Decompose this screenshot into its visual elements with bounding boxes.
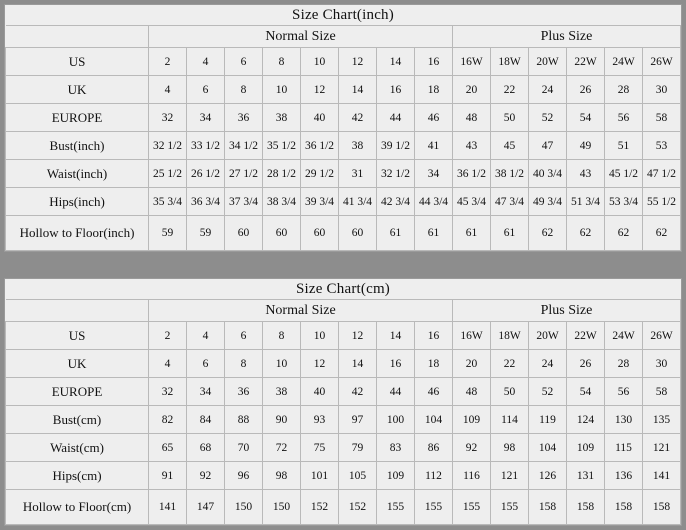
cell: 158 (605, 490, 643, 525)
cell: 46 (415, 378, 453, 406)
group-normal-size: Normal Size (149, 26, 453, 48)
row-label: Bust(cm) (6, 406, 149, 434)
group-row-spacer (6, 26, 149, 48)
cell: 16 (415, 48, 453, 76)
cell: 16 (377, 76, 415, 104)
cell: 6 (187, 76, 225, 104)
cell: 52 (529, 378, 567, 406)
cell: 65 (149, 434, 187, 462)
cell: 62 (567, 216, 605, 251)
cell: 83 (377, 434, 415, 462)
cell: 20 (453, 350, 491, 378)
cell: 155 (415, 490, 453, 525)
cell: 43 (453, 132, 491, 160)
cell: 86 (415, 434, 453, 462)
cell: 75 (301, 434, 339, 462)
row-label: UK (6, 76, 149, 104)
cell: 37 3/4 (225, 188, 263, 216)
cell: 70 (225, 434, 263, 462)
cell: 2 (149, 322, 187, 350)
cell: 131 (567, 462, 605, 490)
cell: 124 (567, 406, 605, 434)
cell: 155 (491, 490, 529, 525)
cell: 158 (567, 490, 605, 525)
cell: 59 (149, 216, 187, 251)
cell: 100 (377, 406, 415, 434)
cell: 60 (301, 216, 339, 251)
cell: 158 (529, 490, 567, 525)
table-row (6, 378, 681, 406)
row-label: UK (6, 350, 149, 378)
cell: 98 (491, 434, 529, 462)
group-plus-size: Plus Size (453, 300, 681, 322)
cell: 12 (301, 350, 339, 378)
cell: 34 1/2 (225, 132, 263, 160)
cell: 8 (263, 322, 301, 350)
cell: 121 (491, 462, 529, 490)
cell: 18 (415, 76, 453, 104)
cell: 14 (377, 48, 415, 76)
cell: 60 (263, 216, 301, 251)
row-label: Hollow to Floor(inch) (6, 216, 149, 251)
title-row (6, 5, 681, 26)
cell: 32 (149, 378, 187, 406)
cell: 61 (415, 216, 453, 251)
cell: 96 (225, 462, 263, 490)
row-label: Hollow to Floor(cm) (6, 490, 149, 525)
cell: 4 (149, 350, 187, 378)
cell: 18W (491, 322, 529, 350)
cell: 45 3/4 (453, 188, 491, 216)
cell: 4 (149, 76, 187, 104)
cell: 105 (339, 462, 377, 490)
row-label: EUROPE (6, 104, 149, 132)
cell: 18W (491, 48, 529, 76)
cell: 62 (605, 216, 643, 251)
cell: 38 3/4 (263, 188, 301, 216)
cell: 72 (263, 434, 301, 462)
cell: 32 (149, 104, 187, 132)
cell: 54 (567, 104, 605, 132)
cell: 58 (643, 104, 681, 132)
cell: 34 (187, 104, 225, 132)
cell: 141 (643, 462, 681, 490)
group-row (6, 26, 681, 48)
cell: 6 (187, 350, 225, 378)
cell: 35 1/2 (263, 132, 301, 160)
table-row (6, 216, 681, 251)
cell: 42 3/4 (377, 188, 415, 216)
group-normal-size: Normal Size (149, 300, 453, 322)
cell: 56 (605, 378, 643, 406)
cell: 16W (453, 48, 491, 76)
cell: 62 (529, 216, 567, 251)
cell: 79 (339, 434, 377, 462)
cell: 38 (339, 132, 377, 160)
cell: 130 (605, 406, 643, 434)
cell: 22W (567, 48, 605, 76)
cell: 27 1/2 (225, 160, 263, 188)
cell: 18 (415, 350, 453, 378)
group-row (6, 300, 681, 322)
group-row-spacer (6, 300, 149, 322)
cell: 4 (187, 322, 225, 350)
cell: 12 (301, 76, 339, 104)
cell: 88 (225, 406, 263, 434)
cell: 14 (339, 350, 377, 378)
cell: 150 (263, 490, 301, 525)
cell: 54 (567, 378, 605, 406)
cell: 20W (529, 48, 567, 76)
table-row (6, 462, 681, 490)
title-row (6, 279, 681, 300)
cell: 28 (605, 350, 643, 378)
table-row (6, 434, 681, 462)
size-chart-cm-body (6, 279, 681, 525)
cell: 51 3/4 (567, 188, 605, 216)
cell: 47 3/4 (491, 188, 529, 216)
cell: 14 (377, 322, 415, 350)
cell: 38 (263, 378, 301, 406)
size-chart-inch-table (5, 5, 681, 251)
row-label: EUROPE (6, 378, 149, 406)
table-row (6, 160, 681, 188)
row-label: Waist(cm) (6, 434, 149, 462)
cell: 114 (491, 406, 529, 434)
table-row (6, 406, 681, 434)
cell: 109 (377, 462, 415, 490)
cell: 150 (225, 490, 263, 525)
cell: 60 (225, 216, 263, 251)
cell: 10 (263, 350, 301, 378)
cell: 155 (377, 490, 415, 525)
cell: 93 (301, 406, 339, 434)
cell: 36 1/2 (301, 132, 339, 160)
cell: 30 (643, 76, 681, 104)
cell: 45 1/2 (605, 160, 643, 188)
cell: 41 3/4 (339, 188, 377, 216)
cell: 46 (415, 104, 453, 132)
cell: 155 (453, 490, 491, 525)
cell: 22W (567, 322, 605, 350)
cell: 136 (605, 462, 643, 490)
cell: 24W (605, 322, 643, 350)
cell: 116 (453, 462, 491, 490)
cell: 26W (643, 322, 681, 350)
table-row (6, 188, 681, 216)
cell: 50 (491, 104, 529, 132)
cell: 92 (453, 434, 491, 462)
cell: 25 1/2 (149, 160, 187, 188)
cell: 49 3/4 (529, 188, 567, 216)
cell: 52 (529, 104, 567, 132)
cell: 22 (491, 350, 529, 378)
cell: 152 (339, 490, 377, 525)
cell: 126 (529, 462, 567, 490)
cell: 28 1/2 (263, 160, 301, 188)
cell: 101 (301, 462, 339, 490)
cell: 53 3/4 (605, 188, 643, 216)
cell: 41 (415, 132, 453, 160)
cell: 47 1/2 (643, 160, 681, 188)
cell: 50 (491, 378, 529, 406)
cell: 90 (263, 406, 301, 434)
table-row (6, 490, 681, 525)
cell: 121 (643, 434, 681, 462)
cell: 43 (567, 160, 605, 188)
cell: 44 (377, 378, 415, 406)
table-row (6, 76, 681, 104)
cell: 44 3/4 (415, 188, 453, 216)
cell: 141 (149, 490, 187, 525)
cell: 39 1/2 (377, 132, 415, 160)
cell: 47 (529, 132, 567, 160)
cell: 158 (643, 490, 681, 525)
cell: 36 (225, 378, 263, 406)
cell: 62 (643, 216, 681, 251)
cell: 58 (643, 378, 681, 406)
cell: 14 (339, 76, 377, 104)
cell: 48 (453, 378, 491, 406)
row-label: Hips(inch) (6, 188, 149, 216)
cell: 61 (491, 216, 529, 251)
row-label: US (6, 322, 149, 350)
cell: 10 (301, 322, 339, 350)
cell: 33 1/2 (187, 132, 225, 160)
size-chart-cm (4, 278, 682, 526)
cell: 92 (187, 462, 225, 490)
cell: 22 (491, 76, 529, 104)
table-row (6, 350, 681, 378)
cell: 26 (567, 76, 605, 104)
cell: 51 (605, 132, 643, 160)
cell: 20 (453, 76, 491, 104)
cell: 36 (225, 104, 263, 132)
cell: 112 (415, 462, 453, 490)
cell: 34 (415, 160, 453, 188)
cell: 38 1/2 (491, 160, 529, 188)
size-chart-cm-table (5, 279, 681, 525)
cell: 6 (225, 48, 263, 76)
cell: 91 (149, 462, 187, 490)
cell: 40 (301, 104, 339, 132)
row-label: Waist(inch) (6, 160, 149, 188)
cell: 40 (301, 378, 339, 406)
cell: 39 3/4 (301, 188, 339, 216)
row-label: Hips(cm) (6, 462, 149, 490)
cell: 34 (187, 378, 225, 406)
cell: 45 (491, 132, 529, 160)
cell: 24W (605, 48, 643, 76)
cell: 8 (263, 48, 301, 76)
cell: 30 (643, 350, 681, 378)
cell: 26 1/2 (187, 160, 225, 188)
cell: 31 (339, 160, 377, 188)
cell: 61 (453, 216, 491, 251)
cell: 26 (567, 350, 605, 378)
cell: 48 (453, 104, 491, 132)
cell: 49 (567, 132, 605, 160)
cell: 97 (339, 406, 377, 434)
cell: 24 (529, 76, 567, 104)
size-chart-inch (4, 4, 682, 252)
table-row (6, 48, 681, 76)
cell: 104 (415, 406, 453, 434)
row-label: US (6, 48, 149, 76)
cell: 36 3/4 (187, 188, 225, 216)
cell: 42 (339, 378, 377, 406)
cell: 2 (149, 48, 187, 76)
cell: 20W (529, 322, 567, 350)
chart-title: Size Chart(inch) (6, 5, 681, 26)
cell: 24 (529, 350, 567, 378)
cell: 98 (263, 462, 301, 490)
cell: 82 (149, 406, 187, 434)
cell: 104 (529, 434, 567, 462)
cell: 40 3/4 (529, 160, 567, 188)
size-chart-inch-body (6, 5, 681, 251)
cell: 10 (301, 48, 339, 76)
cell: 28 (605, 76, 643, 104)
cell: 10 (263, 76, 301, 104)
cell: 35 3/4 (149, 188, 187, 216)
cell: 109 (453, 406, 491, 434)
cell: 44 (377, 104, 415, 132)
cell: 152 (301, 490, 339, 525)
cell: 59 (187, 216, 225, 251)
cell: 109 (567, 434, 605, 462)
cell: 119 (529, 406, 567, 434)
cell: 32 1/2 (149, 132, 187, 160)
cell: 55 1/2 (643, 188, 681, 216)
table-row (6, 132, 681, 160)
cell: 8 (225, 350, 263, 378)
cell: 29 1/2 (301, 160, 339, 188)
cell: 36 1/2 (453, 160, 491, 188)
cell: 16W (453, 322, 491, 350)
group-plus-size: Plus Size (453, 26, 681, 48)
cell: 135 (643, 406, 681, 434)
cell: 16 (377, 350, 415, 378)
cell: 53 (643, 132, 681, 160)
cell: 4 (187, 48, 225, 76)
cell: 147 (187, 490, 225, 525)
cell: 60 (339, 216, 377, 251)
table-row (6, 104, 681, 132)
cell: 56 (605, 104, 643, 132)
row-label: Bust(inch) (6, 132, 149, 160)
cell: 12 (339, 322, 377, 350)
cell: 26W (643, 48, 681, 76)
cell: 84 (187, 406, 225, 434)
cell: 115 (605, 434, 643, 462)
cell: 8 (225, 76, 263, 104)
cell: 61 (377, 216, 415, 251)
cell: 68 (187, 434, 225, 462)
chart-title: Size Chart(cm) (6, 279, 681, 300)
cell: 12 (339, 48, 377, 76)
cell: 6 (225, 322, 263, 350)
cell: 42 (339, 104, 377, 132)
cell: 38 (263, 104, 301, 132)
cell: 16 (415, 322, 453, 350)
table-row (6, 322, 681, 350)
cell: 32 1/2 (377, 160, 415, 188)
